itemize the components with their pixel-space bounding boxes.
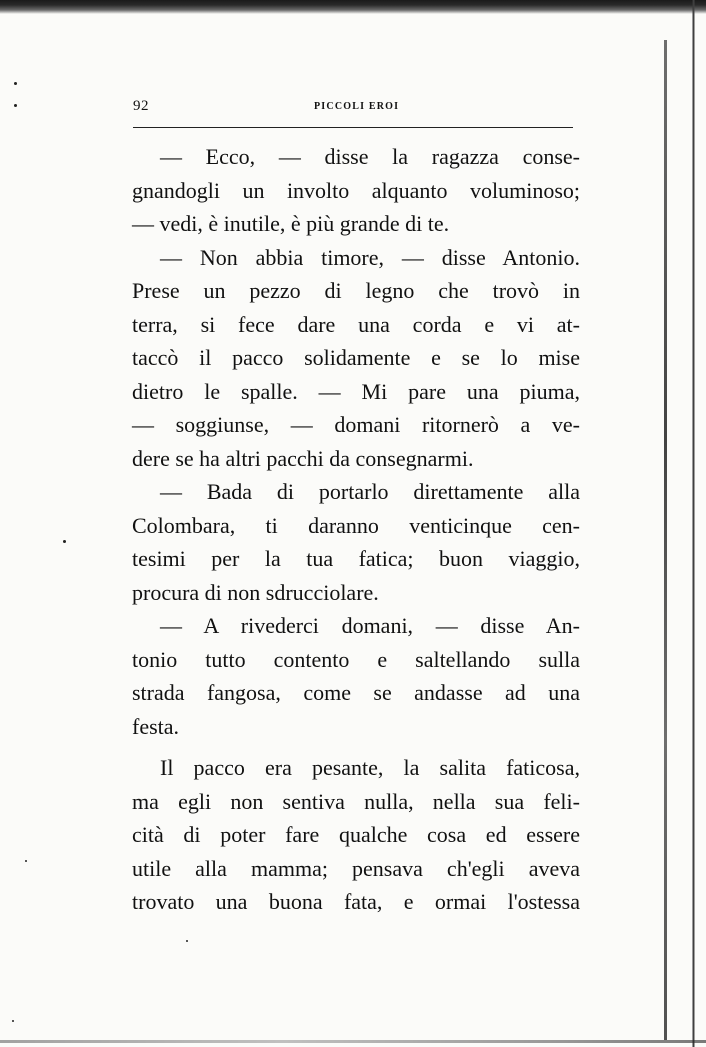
text-line: cità di poter fare qualche cosa ed essere [132,822,580,847]
text-line: tonio tutto contento e saltellando sulla [132,646,580,672]
text-line: — vedi, è inutile, è più grande di te. [132,211,450,236]
text-line: festa. [132,713,180,739]
paragraph-2 [132,241,580,476]
text-line: trovato una buona fata, e ormai l'ostessa [132,889,580,914]
text-line: Il pacco era pesante, la salita faticosa, [160,755,580,780]
scan-speck [63,540,66,543]
paragraph-5 [132,751,580,919]
scan-speck [25,860,27,862]
scan-speck [14,104,17,107]
text-line: — Bada di portarlo direttamente alla [160,479,580,504]
scan-edge-right [666,0,706,1047]
page-number: 92 [133,98,149,114]
paragraph-4 [132,609,580,743]
text-line: dietro le spalle. — Mi pare una piuma, [132,378,580,404]
text-line: dere se ha altri pacchi da consegnarmi. [132,445,474,471]
text-line: procura di non sdrucciolare. [132,579,379,605]
text-line: — A rivederci domani, — disse An- [160,613,580,638]
header-rule [133,127,573,128]
scan-speck [186,940,188,942]
body-text [132,140,580,919]
text-line: Prese un pezzo di legno che trovò in [132,278,580,303]
text-line: — soggiunse, — domani ritornerò a ve- [132,412,580,437]
page-header [133,98,581,120]
scan-speck [14,82,17,85]
text-line: tesimi per la tua fatica; buon viaggio, [132,546,580,571]
text-line: — Non abbia timore, — disse Antonio. [160,244,580,270]
text-line: strada fangosa, come se andasse ad una [132,680,580,705]
text-line: terra, si fece dare una corda e vi at- [132,311,580,337]
text-line: gnandogli un involto alquanto voluminoso; [132,177,580,203]
scan-edge-top [0,0,706,14]
running-head: PICCOLI EROI [314,101,400,112]
text-line: Colombara, ti daranno venticinque cen- [132,512,580,538]
scan-speck [12,1020,14,1022]
text-line: ma egli non sentiva nulla, nella sua feli- [132,788,580,814]
text-line: taccò il pacco solidamente e se lo mise [132,345,580,370]
scan-edge-bottom [0,1040,706,1043]
text-line: — Ecco, — disse la ragazza conse- [160,144,580,169]
scan-binding-line [664,40,667,1040]
text-line: utile alla mamma; pensava ch'egli aveva [132,855,580,881]
paragraph-3 [132,475,580,609]
paragraph-1 [132,140,580,241]
